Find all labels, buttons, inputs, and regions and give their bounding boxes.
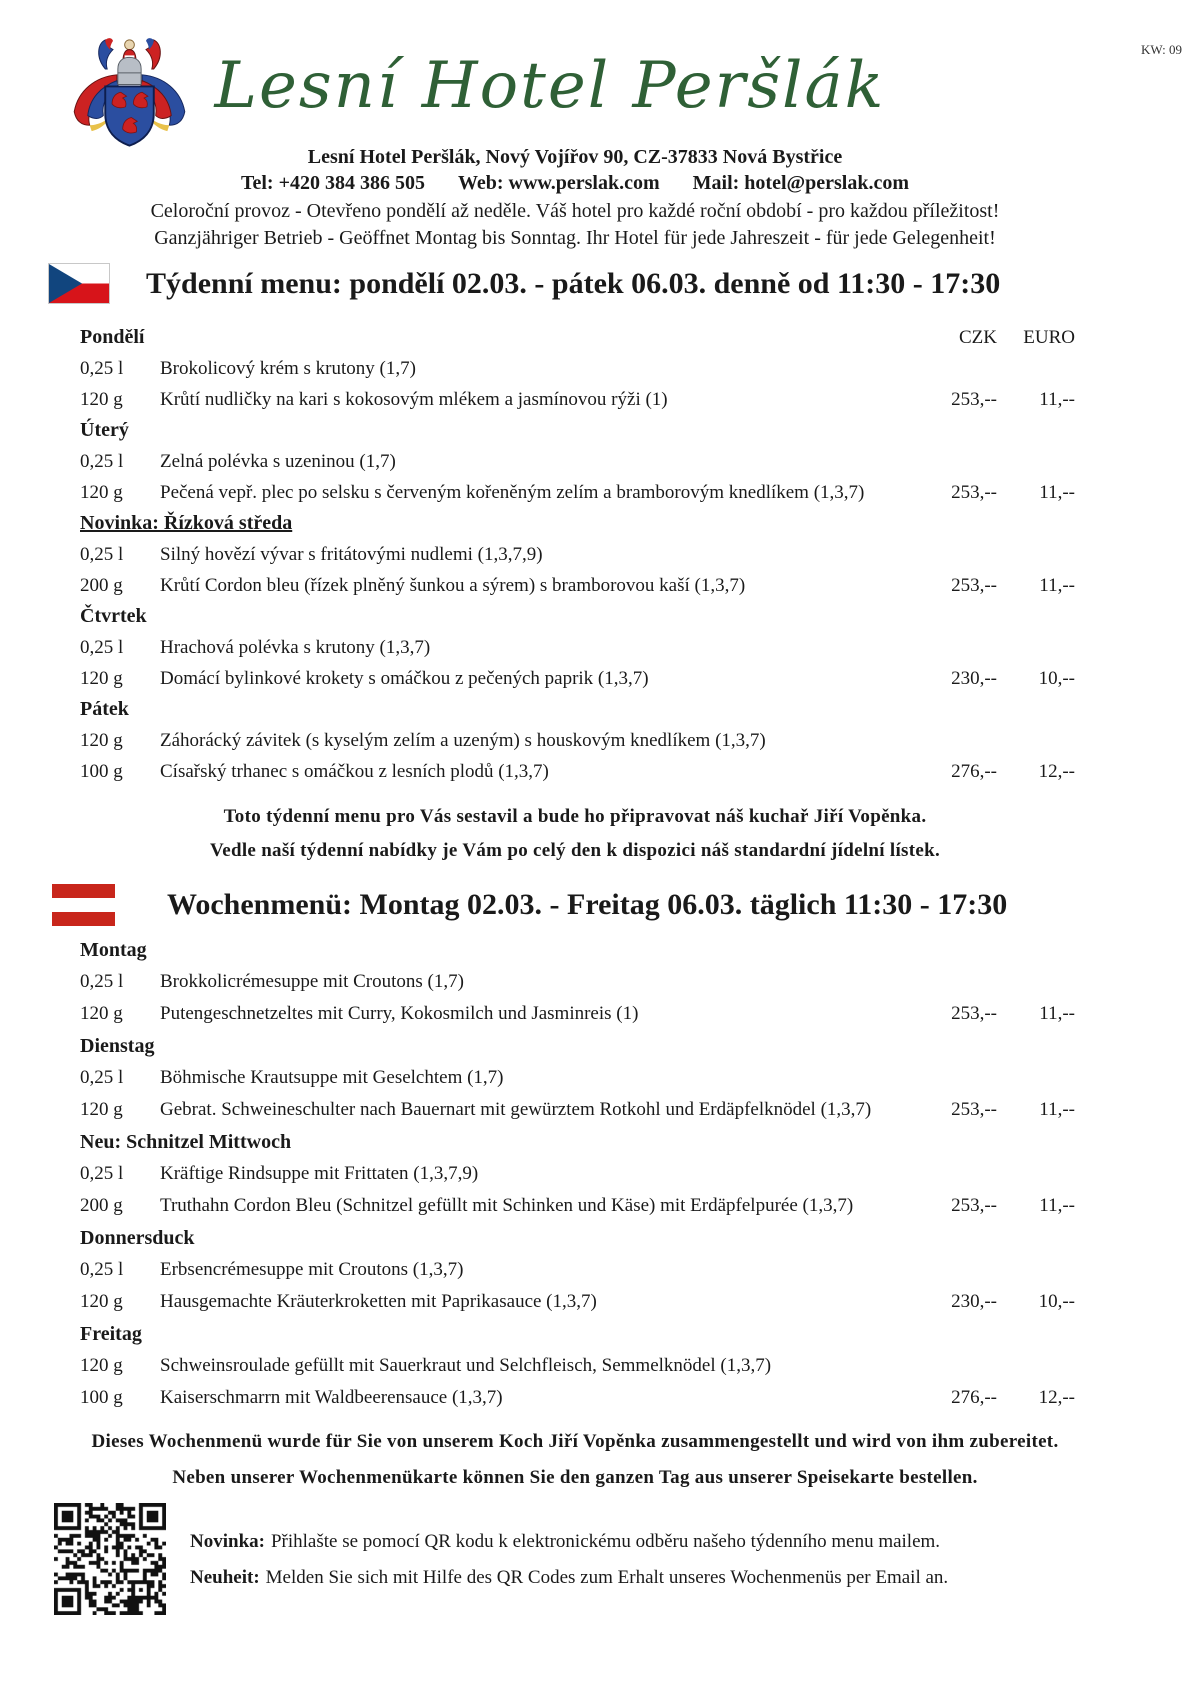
item-qty: 120 g (80, 482, 123, 503)
item-name: Böhmische Krautsuppe mit Geselchtem (1,7) (160, 1067, 504, 1088)
item-euro: 12,-- (1038, 1387, 1075, 1408)
tagline-czech: Celoroční provoz - Otevřeno pondělí až neděle. Váš hotel pro každé roční období - pro každou příležitost! (150, 200, 1000, 222)
item-czk: 253,-- (951, 389, 997, 410)
item-name: Domácí bylinkové krokety s omáčkou z pečených paprik (1,3,7) (160, 668, 649, 689)
menu-item-row (80, 570, 1075, 601)
menu-item-row (80, 663, 1075, 694)
item-czk: 253,-- (951, 1003, 997, 1024)
item-qty: 0,25 l (80, 544, 124, 565)
day-label: Neu: Schnitzel Mittwoch (80, 1131, 292, 1153)
day-label: Pondělí (80, 326, 145, 348)
czech-menu-title: Týdenní menu: pondělí 02.03. - pátek 06.03. denně od 11:30 - 17:30 (146, 266, 1001, 300)
day-header-row (80, 1126, 1075, 1158)
qr-note-german-text: Melden Sie sich mit Hilfe des QR Codes zum Erhalt unseres Wochenmenüs per Email an. (265, 1567, 949, 1588)
day-label: Montag (80, 939, 147, 961)
item-qty: 0,25 l (80, 1067, 124, 1088)
item-qty: 200 g (80, 1195, 123, 1216)
item-qty: 120 g (80, 668, 123, 689)
item-qty: 0,25 l (80, 451, 124, 472)
day-label: Úterý (80, 419, 129, 441)
item-qty: 0,25 l (80, 971, 124, 992)
day-label: Donnersduck (80, 1227, 195, 1249)
item-name: Krůtí nudličky na kari s kokosovým mlékem a jasmínovou rýži (1) (160, 389, 668, 410)
german-note-2: Neben unserer Wochenmenükarte können Sie den ganzen Tag aus unserer Speisekarte bestellen. (172, 1467, 978, 1488)
german-menu-header (52, 884, 1007, 926)
item-euro: 12,-- (1038, 761, 1075, 782)
item-name: Krůtí Cordon bleu (řízek plněný šunkou a sýrem) s bramborovou kaší (1,3,7) (160, 575, 746, 596)
item-euro: 10,-- (1038, 1291, 1075, 1312)
menu-item-row (80, 1158, 1075, 1190)
item-name: Putengeschnetzeltes mit Curry, Kokosmilch und Jasminreis (1) (160, 1003, 639, 1024)
menu-item-row (80, 1286, 1075, 1318)
item-euro: 11,-- (1039, 575, 1075, 596)
german-menu-title: Wochenmenü: Montag 02.03. - Freitag 06.03. täglich 11:30 - 17:30 (167, 888, 1008, 921)
qr-note-czech-label: Novinka: (190, 1531, 265, 1552)
menu-item-row (80, 1254, 1075, 1286)
czech-menu-header (48, 263, 1000, 304)
item-qty: 120 g (80, 1003, 123, 1024)
item-czk: 253,-- (951, 1099, 997, 1120)
item-name: Císařský trhanec s omáčkou z lesních plodů (1,3,7) (160, 761, 549, 782)
hotel-email: Mail: hotel@perslak.com (692, 172, 910, 194)
menu-item-row (80, 1094, 1075, 1126)
item-czk: 253,-- (951, 575, 997, 596)
qr-code (54, 1503, 166, 1615)
qr-note-german (190, 1566, 948, 1590)
day-label: Novinka: Řízková středa (80, 512, 293, 534)
day-header-row (80, 694, 1075, 725)
hotel-contact-line (0, 172, 1150, 195)
qr-note-german-label: Neuheit: (190, 1567, 260, 1588)
item-euro: 11,-- (1039, 1099, 1075, 1120)
menu-item-row (80, 1350, 1075, 1382)
menu-item-row (80, 353, 1075, 384)
german-note-1: Dieses Wochenmenü wurde für Sie von unserem Koch Jiří Vopěnka zusammengestellt und wird von ihm zubereitet. (91, 1431, 1059, 1452)
item-qty: 120 g (80, 1355, 123, 1376)
item-qty: 200 g (80, 575, 123, 596)
day-header-row (80, 601, 1075, 632)
item-name: Erbsencrémesuppe mit Croutons (1,3,7) (160, 1259, 464, 1280)
item-name: Hausgemachte Kräuterkroketten mit Paprikasauce (1,3,7) (160, 1291, 597, 1312)
menu-item-row (80, 384, 1075, 415)
menu-item-row (80, 632, 1075, 663)
item-czk: 276,-- (951, 761, 997, 782)
menu-item-row (80, 966, 1075, 998)
item-qty: 0,25 l (80, 358, 124, 379)
item-name: Záhorácký závitek (s kyselým zelím a uzeným) s houskovým knedlíkem (1,3,7) (160, 730, 766, 751)
item-name: Zelná polévka s uzeninou (1,7) (160, 451, 396, 472)
item-euro: 11,-- (1039, 1195, 1075, 1216)
item-euro: 10,-- (1038, 668, 1075, 689)
day-header-row (80, 934, 1075, 966)
item-euro: 11,-- (1039, 1003, 1075, 1024)
currency-header-euro: EURO (1023, 327, 1075, 348)
item-qty: 120 g (80, 1099, 123, 1120)
german-menu-table (80, 934, 1075, 1414)
item-name: Pečená vepř. plec po selsku s červeným kořeněným zelím a bramborovým knedlíkem (1,3,7) (160, 482, 865, 503)
menu-item-row (80, 1382, 1075, 1414)
hotel-website: Web: www.perslak.com (457, 172, 660, 194)
hotel-name-script: Lesní Hotel Peršlák (214, 49, 886, 123)
item-name: Truthahn Cordon Bleu (Schnitzel gefüllt mit Schinken und Käse) mit Erdäpfelpurée (1,3,7) (160, 1195, 854, 1216)
menu-item-row (80, 1190, 1075, 1222)
qr-note-czech-text: Přihlašte se pomocí QR kodu k elektronickému odběru našeho týdenního menu mailem. (270, 1531, 941, 1552)
day-header-row (80, 508, 1075, 539)
qr-note-czech (190, 1530, 940, 1554)
day-label: Freitag (80, 1323, 142, 1345)
item-qty: 0,25 l (80, 1163, 124, 1184)
tagline-german: Ganzjähriger Betrieb - Geöffnet Montag bis Sonntag. Ihr Hotel für jede Jahreszeit - für jede Gelegenheit! (154, 227, 996, 249)
item-qty: 0,25 l (80, 637, 124, 658)
item-czk: 276,-- (951, 1387, 997, 1408)
currency-header-czk: CZK (959, 327, 997, 348)
item-name: Brokolicový krém s krutony (1,7) (160, 358, 416, 379)
day-label: Čtvrtek (80, 605, 147, 627)
item-euro: 11,-- (1039, 482, 1075, 503)
day-header-row (80, 415, 1075, 446)
menu-item-row (80, 539, 1075, 570)
czech-note-2: Vedle naší týdenní nabídky je Vám po celý den k dispozici náš standardní jídelní lístek. (209, 840, 941, 861)
menu-item-row (80, 756, 1075, 787)
item-qty: 100 g (80, 1387, 123, 1408)
item-name: Kaiserschmarrn mit Waldbeerensauce (1,3,7) (160, 1387, 503, 1408)
item-euro: 11,-- (1039, 389, 1075, 410)
day-header-row (80, 1030, 1075, 1062)
item-name: Kräftige Rindsuppe mit Frittaten (1,3,7,9) (160, 1163, 479, 1184)
item-czk: 230,-- (951, 1291, 997, 1312)
item-qty: 100 g (80, 761, 123, 782)
menu-item-row (80, 477, 1075, 508)
day-label: Dienstag (80, 1035, 155, 1057)
czech-note-1: Toto týdenní menu pro Vás sestavil a bude ho připravovat náš kuchař Jiří Vopěnka. (223, 806, 927, 827)
day-header-row (80, 1222, 1075, 1254)
day-header-row (80, 322, 1075, 353)
item-name: Gebrat. Schweineschulter nach Bauernart mit gewürztem Rotkohl und Erdäpfelknödel (1,3,7) (160, 1099, 872, 1120)
czech-menu-table (80, 322, 1075, 787)
item-name: Hrachová polévka s krutony (1,3,7) (160, 637, 431, 658)
item-czk: 253,-- (951, 1195, 997, 1216)
item-czk: 230,-- (951, 668, 997, 689)
item-name: Silný hovězí vývar s fritátovými nudlemi (1,3,7,9) (160, 544, 543, 565)
item-name: Schweinsroulade gefüllt mit Sauerkraut und Selchfleisch, Semmelknödel (1,3,7) (160, 1355, 772, 1376)
czech-flag-icon (48, 263, 110, 304)
menu-item-row (80, 1062, 1075, 1094)
menu-item-row (80, 998, 1075, 1030)
item-qty: 120 g (80, 1291, 123, 1312)
item-qty: 120 g (80, 389, 123, 410)
austrian-flag-icon (52, 884, 115, 926)
day-header-row (80, 1318, 1075, 1350)
item-czk: 253,-- (951, 482, 997, 503)
item-qty: 0,25 l (80, 1259, 124, 1280)
week-number-label: KW: 09 (1140, 42, 1182, 57)
item-name: Brokkolicrémesuppe mit Croutons (1,7) (160, 971, 464, 992)
item-qty: 120 g (80, 730, 123, 751)
menu-item-row (80, 446, 1075, 477)
day-label: Pátek (80, 698, 129, 720)
hotel-phone: Tel: +420 384 386 505 (240, 172, 425, 194)
hotel-address: Lesní Hotel Peršlák, Nový Vojířov 90, CZ-37833 Nová Bystřice (307, 146, 843, 168)
menu-item-row (80, 725, 1075, 756)
